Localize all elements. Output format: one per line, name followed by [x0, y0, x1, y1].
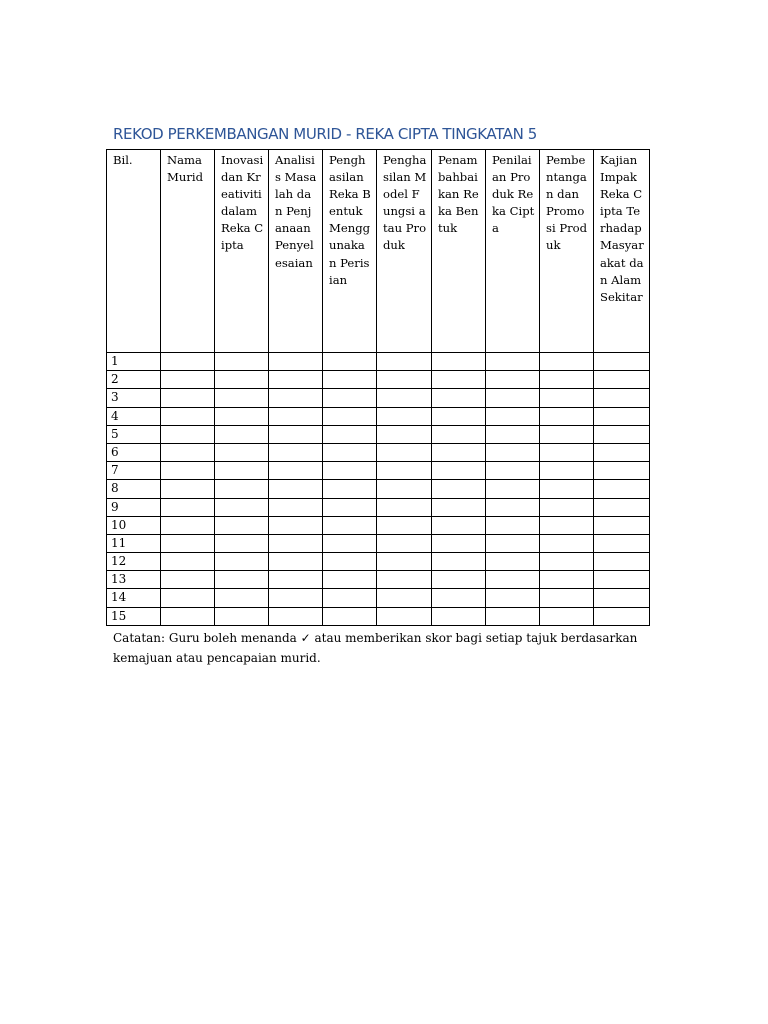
note-prefix: Catatan: Guru boleh menanda [113, 631, 301, 645]
table-cell [432, 553, 486, 571]
table-cell [323, 480, 377, 498]
table-cell [432, 498, 486, 516]
table-cell [323, 443, 377, 461]
table-row [107, 371, 650, 389]
column-header: Nama Murid [161, 150, 215, 353]
table-cell [540, 425, 594, 443]
table-cell [215, 407, 269, 425]
table-cell [540, 589, 594, 607]
table-cell [594, 443, 650, 461]
table-cell [215, 353, 269, 371]
row-number: 3 [107, 389, 161, 407]
table-cell [540, 571, 594, 589]
table-cell [594, 371, 650, 389]
table-cell [323, 498, 377, 516]
table-cell [269, 589, 323, 607]
column-header: Pembentangan dan Promosi Produk [540, 150, 594, 353]
table-cell [377, 480, 432, 498]
row-number: 7 [107, 462, 161, 480]
table-row [107, 425, 650, 443]
table-cell [594, 425, 650, 443]
table-cell [269, 425, 323, 443]
table-row [107, 607, 650, 625]
table-cell [432, 371, 486, 389]
table-cell [540, 407, 594, 425]
note-suffix: atau memberikan skor bagi setiap tajuk berdasarkan kemajuan atau pencapaian murid. [113, 631, 638, 665]
table-cell [269, 571, 323, 589]
table-cell [432, 443, 486, 461]
table-cell [377, 571, 432, 589]
row-number: 6 [107, 443, 161, 461]
table-cell [161, 462, 215, 480]
table-cell [486, 462, 540, 480]
table-cell [269, 607, 323, 625]
column-header: Penghasilan Reka Bentuk Menggunakan Perisian [323, 150, 377, 353]
table-cell [540, 607, 594, 625]
table-cell [377, 353, 432, 371]
table-cell [323, 462, 377, 480]
table-cell [540, 516, 594, 534]
table-cell [215, 462, 269, 480]
table-cell [377, 425, 432, 443]
table-cell [540, 462, 594, 480]
table-cell [161, 443, 215, 461]
table-cell [215, 389, 269, 407]
table-cell [540, 553, 594, 571]
table-cell [215, 480, 269, 498]
table-cell [486, 589, 540, 607]
table-row [107, 480, 650, 498]
table-cell [215, 443, 269, 461]
table-cell [540, 480, 594, 498]
table-cell [269, 516, 323, 534]
table-cell [377, 462, 432, 480]
table-cell [540, 443, 594, 461]
table-row [107, 389, 650, 407]
table-cell [486, 571, 540, 589]
column-header: Kajian Impak Reka Cipta Terhadap Masyarakat dan Alam Sekitar [594, 150, 650, 353]
table-cell [323, 534, 377, 552]
table-cell [161, 389, 215, 407]
table-cell [594, 353, 650, 371]
table-cell [486, 389, 540, 407]
table-row [107, 534, 650, 552]
document-title: REKOD PERKEMBANGAN MURID - REKA CIPTA TINGKATAN 5 [113, 125, 537, 143]
table-cell [161, 371, 215, 389]
table-row [107, 462, 650, 480]
table-cell [377, 553, 432, 571]
table-cell [540, 389, 594, 407]
table-cell [269, 498, 323, 516]
table-cell [377, 516, 432, 534]
table-cell [432, 389, 486, 407]
table-cell [323, 425, 377, 443]
row-number: 15 [107, 607, 161, 625]
table-cell [432, 534, 486, 552]
table-cell [486, 553, 540, 571]
table-cell [594, 407, 650, 425]
table-cell [432, 480, 486, 498]
table-row [107, 407, 650, 425]
table-cell [269, 534, 323, 552]
table-cell [215, 571, 269, 589]
table-cell [215, 607, 269, 625]
table-cell [594, 516, 650, 534]
table-cell [323, 371, 377, 389]
table-cell [594, 571, 650, 589]
table-cell [161, 553, 215, 571]
table-cell [269, 553, 323, 571]
table-cell [594, 389, 650, 407]
table-row [107, 498, 650, 516]
table-cell [323, 407, 377, 425]
table-cell [540, 371, 594, 389]
row-number: 12 [107, 553, 161, 571]
row-number: 10 [107, 516, 161, 534]
table-cell [269, 443, 323, 461]
row-number: 14 [107, 589, 161, 607]
table-row [107, 353, 650, 371]
table-cell [161, 607, 215, 625]
table-cell [594, 589, 650, 607]
table-cell [269, 389, 323, 407]
table-cell [377, 389, 432, 407]
table-cell [161, 407, 215, 425]
table-cell [486, 480, 540, 498]
table-cell [540, 534, 594, 552]
table-cell [161, 498, 215, 516]
table-cell [486, 498, 540, 516]
check-icon: ✓ [300, 631, 311, 645]
table-cell [594, 462, 650, 480]
table-cell [594, 534, 650, 552]
row-number: 13 [107, 571, 161, 589]
table-cell [432, 516, 486, 534]
table-cell [323, 353, 377, 371]
table-cell [594, 553, 650, 571]
row-number: 11 [107, 534, 161, 552]
table-cell [269, 480, 323, 498]
column-header: Penambahbaikan Reka Bentuk [432, 150, 486, 353]
row-number: 2 [107, 371, 161, 389]
table-cell [269, 371, 323, 389]
table-row [107, 443, 650, 461]
table-cell [377, 498, 432, 516]
table-body [107, 353, 650, 626]
table-cell [377, 607, 432, 625]
table-cell [377, 407, 432, 425]
table-cell [161, 353, 215, 371]
table-row [107, 516, 650, 534]
table-cell [377, 443, 432, 461]
table-cell [486, 443, 540, 461]
table-cell [486, 425, 540, 443]
table-cell [432, 607, 486, 625]
table-row [107, 589, 650, 607]
table-cell [323, 553, 377, 571]
table-cell [323, 516, 377, 534]
table-cell [215, 553, 269, 571]
table-cell [323, 389, 377, 407]
table-cell [486, 534, 540, 552]
table-cell [432, 425, 486, 443]
table-cell [215, 425, 269, 443]
table-cell [486, 407, 540, 425]
table-cell [269, 462, 323, 480]
table-cell [161, 425, 215, 443]
table-cell [377, 534, 432, 552]
table-cell [323, 571, 377, 589]
table-cell [215, 371, 269, 389]
table-row [107, 571, 650, 589]
table-cell [377, 371, 432, 389]
table-cell [269, 353, 323, 371]
table-cell [161, 480, 215, 498]
column-header: Bil. [107, 150, 161, 353]
table-cell [540, 498, 594, 516]
table-cell [323, 607, 377, 625]
table-cell [432, 571, 486, 589]
table-cell [432, 462, 486, 480]
table-cell [377, 589, 432, 607]
row-number: 8 [107, 480, 161, 498]
table-cell [486, 607, 540, 625]
note-text [113, 629, 673, 668]
table-cell [594, 480, 650, 498]
table-cell [161, 589, 215, 607]
column-header: Inovasi dan Kreativiti dalam Reka Cipta [215, 150, 269, 353]
table-cell [161, 516, 215, 534]
table-cell [215, 498, 269, 516]
row-number: 9 [107, 498, 161, 516]
column-header: Penilaian Produk Reka Cipta [486, 150, 540, 353]
table-cell [432, 589, 486, 607]
column-header: Penghasilan Model Fungsi atau Produk [377, 150, 432, 353]
table-cell [486, 371, 540, 389]
table-cell [432, 407, 486, 425]
table-cell [594, 607, 650, 625]
table-cell [594, 498, 650, 516]
row-number: 1 [107, 353, 161, 371]
header-row [107, 150, 650, 353]
table-cell [540, 353, 594, 371]
table-cell [215, 516, 269, 534]
row-number: 4 [107, 407, 161, 425]
table-cell [269, 407, 323, 425]
row-number: 5 [107, 425, 161, 443]
table-cell [161, 534, 215, 552]
column-header: Analisis Masalah dan Penjanaan Penyelesaian [269, 150, 323, 353]
table-row [107, 553, 650, 571]
table-cell [215, 534, 269, 552]
table-cell [323, 589, 377, 607]
record-table [106, 149, 650, 626]
table-cell [161, 571, 215, 589]
table-cell [486, 353, 540, 371]
table-cell [215, 589, 269, 607]
table-cell [432, 353, 486, 371]
table-cell [486, 516, 540, 534]
